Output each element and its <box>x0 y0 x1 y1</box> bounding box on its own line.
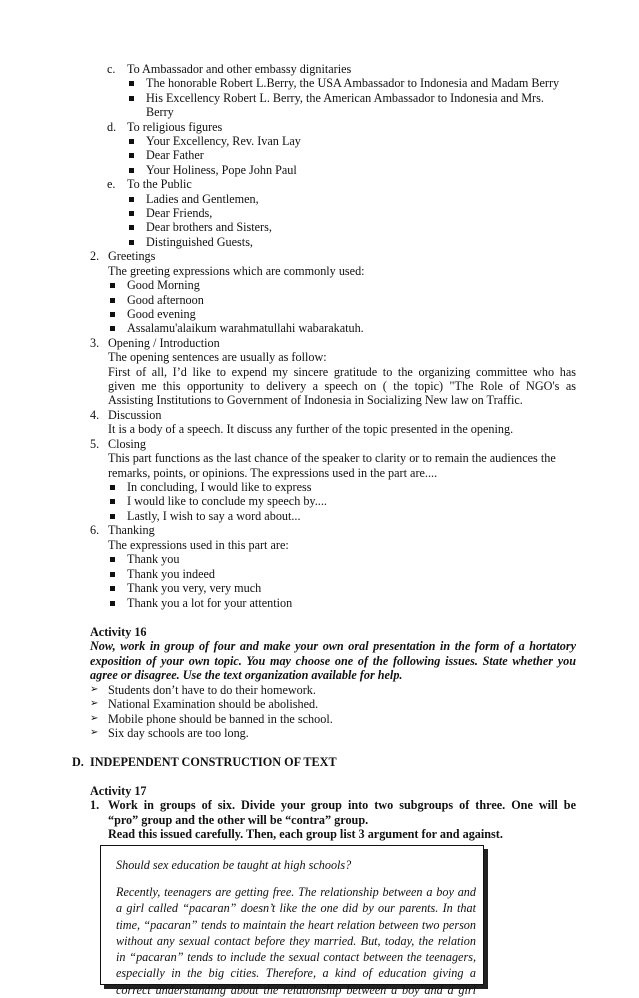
list-number: 1. <box>90 798 100 812</box>
issue-item: National Examination should be abolished. <box>108 697 319 711</box>
arrow-bullet-icon: ➢ <box>90 727 99 738</box>
issue-item: Students don’t have to do their homework. <box>108 683 316 697</box>
section-title: Thanking <box>108 523 155 537</box>
bullet-square <box>129 134 134 148</box>
textbox-line: correct understanding about the relationship between a boy and a girl <box>116 982 476 997</box>
list-number: 5. <box>90 437 100 451</box>
bullet-square <box>110 596 115 610</box>
bullet-text: Thank you indeed <box>127 567 215 581</box>
paragraph-line: given me this opportunity to delivery a speech on ( the topic) "The Role of NGO's as <box>108 379 576 393</box>
bullet-square <box>129 192 134 206</box>
section-title: Opening / Introduction <box>108 336 220 350</box>
bullet-text: Thank you very, very much <box>127 581 262 595</box>
paragraph-line: The greeting expressions which are commonly used: <box>108 264 365 278</box>
reading-textbox <box>100 845 484 997</box>
bullet-text: Distinguished Guests, <box>146 235 253 249</box>
bullet-square <box>110 552 115 566</box>
bullet-square <box>129 148 134 162</box>
list-number: 4. <box>90 408 100 422</box>
list-letter: d. <box>107 120 117 134</box>
list-item-title: To religious figures <box>127 120 223 134</box>
paragraph-line: It is a body of a speech. It discuss any further of the topic presented in the opening. <box>108 422 514 436</box>
paragraph-line: The expressions used in this part are: <box>108 538 289 552</box>
list-item-title: To Ambassador and other embassy dignitaries <box>127 62 352 76</box>
instruction-line: exposition of your own topic. You may choose one of the following issues. State whether you <box>90 654 576 668</box>
bullet-square <box>110 307 115 321</box>
bullet-square <box>110 321 115 335</box>
bullet-text: Dear brothers and Sisters, <box>146 220 272 234</box>
bullet-square <box>110 494 115 508</box>
bullet-square <box>129 76 134 90</box>
bullet-text: His Excellency Robert L. Berry, the American Ambassador to Indonesia and Mrs. <box>146 91 544 105</box>
bullet-square <box>129 220 134 234</box>
textbox-line: time, “pacaran” tends to maintain the heart relation between two person <box>116 917 476 932</box>
textbox-line: especially in the big cities. Therefore, a kind of education giving a <box>116 966 476 981</box>
section-heading: INDEPENDENT CONSTRUCTION OF TEXT <box>90 755 337 769</box>
bullet-square <box>110 278 115 292</box>
paragraph-line: Assisting Institutions to Government of Indonesia in Socializing New law on Traffic. <box>108 393 523 407</box>
paragraph-line: First of all, I’d like to expend my sincere gratitude to the organizing committee who has <box>108 365 576 379</box>
list-item-title: To the Public <box>127 177 192 191</box>
bullet-square <box>129 91 134 105</box>
textbox-line: a girl called “pacaran” doesn’t like the one did by our parents. In that <box>116 901 476 916</box>
bullet-text: Good evening <box>127 307 196 321</box>
bullet-text: I would like to conclude my speech by.... <box>127 494 327 508</box>
bullet-text: Thank you a lot for your attention <box>127 596 293 610</box>
list-number: 3. <box>90 336 100 350</box>
bullet-text: Dear Friends, <box>146 206 213 220</box>
paragraph-line: remarks, points, or opinions. The expressions used in the part are.... <box>108 466 438 480</box>
section-letter: D. <box>72 755 84 769</box>
bullet-text: Good Morning <box>127 278 200 292</box>
section-title: Greetings <box>108 249 156 263</box>
bullet-text: Thank you <box>127 552 180 566</box>
issue-item: Six day schools are too long. <box>108 726 249 740</box>
list-letter: c. <box>107 62 116 76</box>
instruction-line: Now, work in group of four and make your own oral presentation in the form of a hortatory <box>90 639 576 653</box>
bullet-text: Dear Father <box>146 148 204 162</box>
issue-item: Mobile phone should be banned in the school. <box>108 712 333 726</box>
list-number: 2. <box>90 249 100 263</box>
list-number: 6. <box>90 523 100 537</box>
activity-title: Activity 17 <box>90 784 147 798</box>
list-letter: e. <box>107 177 116 191</box>
bullet-text: Lastly, I wish to say a word about... <box>127 509 301 523</box>
bullet-square <box>129 235 134 249</box>
paragraph-line: The opening sentences are usually as follow: <box>108 350 327 364</box>
bullet-text: Your Excellency, Rev. Ivan Lay <box>146 134 301 148</box>
instruction-line: Work in groups of six. Divide your group into two subgroups of three. One will be <box>108 798 576 812</box>
paragraph-line: This part functions as the last chance of the speaker to clarity or to remain the audiences the <box>108 451 556 465</box>
bullet-text: The honorable Robert L.Berry, the USA Ambassador to Indonesia and Madam Berry <box>146 76 560 90</box>
bullet-square <box>110 567 115 581</box>
textbox-line: in “pacaran” tends to include the sexual contact between the teenagers, <box>116 950 476 965</box>
bullet-text: In concluding, I would like to express <box>127 480 312 494</box>
section-title: Closing <box>108 437 146 451</box>
instruction-line: “pro” group and the other will be “contra” group. <box>108 813 369 827</box>
bullet-square <box>110 480 115 494</box>
arrow-bullet-icon: ➢ <box>90 698 99 709</box>
textbox-paragraph <box>116 884 476 998</box>
arrow-bullet-icon: ➢ <box>90 684 99 695</box>
instruction-line: Read this issued carefully. Then, each group list 3 argument for and against. <box>108 827 503 841</box>
bullet-text: Assalamu'alaikum warahmatullahi wabarakatuh. <box>127 321 364 335</box>
textbox-line: Recently, teenagers are getting free. The relationship between a boy and <box>116 885 476 899</box>
bullet-text: Ladies and Gentlemen, <box>146 192 259 206</box>
activity-title: Activity 16 <box>90 625 147 639</box>
textbox-question: Should sex education be taught at high schools? <box>116 858 352 872</box>
bullet-square <box>110 581 115 595</box>
instruction-line: agree or disagree. Use the text organization available for help. <box>90 668 403 682</box>
bullet-square <box>129 206 134 220</box>
section-title: Discussion <box>108 408 162 422</box>
bullet-text-continued: Berry <box>146 105 174 119</box>
textbox-line: without any sexual contact before they married. But, today, the relation <box>116 933 476 948</box>
arrow-bullet-icon: ➢ <box>90 713 99 724</box>
bullet-square <box>129 163 134 177</box>
bullet-square <box>110 509 115 523</box>
bullet-square <box>110 293 115 307</box>
bullet-text: Good afternoon <box>127 293 204 307</box>
bullet-text: Your Holiness, Pope John Paul <box>146 163 297 177</box>
